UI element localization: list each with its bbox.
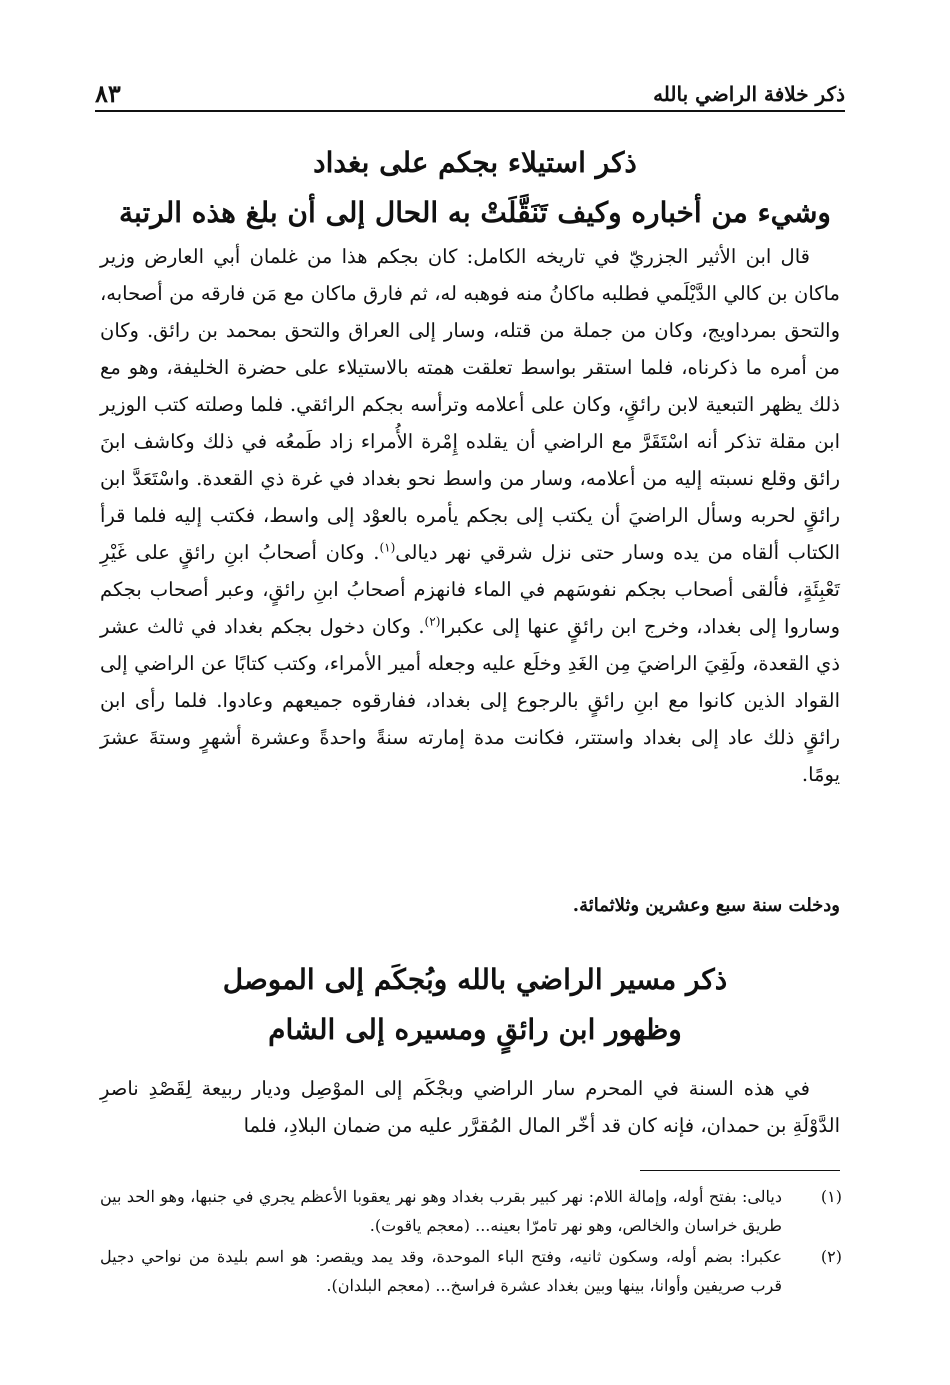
footnote-2-text: عكبرا: بضم أوله، وسكون ثانيه، وفتح الباء الموحدة، وقد يمد ويقصر: هو اسم بليدة من نواحي دجيل قرب صريفين وأوانا، بينها وبين بغداد عشرة فراسخ... (معجم البلدان). xyxy=(100,1247,782,1295)
footnotes xyxy=(100,1182,842,1302)
section-1-text-a: قال ابن الأثير الجزريّ في تاريخه الكامل: كان بجكم هذا من غلمان أبي العارض وزير ماكان بن كالي الدَّيْلَمي فطلبه ماكانُ منه فوهبه له، ثم فارق ماكان مع مَن فارقه من أصحابه، والتحق بمرداويج، وكان من جملة من قتله، وسار إلى العراق والتحق بمحمد بن رائق. وكان من أمره ما ذكرناه، فلما استقر بواسط تعلقت همته بالاستيلاء على حضرة الخليفة، وهو مع ذلك يظهر التبعية لابن رائقٍ، وكان على أعلامه وترأسه بجكم الرائقي. فلما وصلته كتب الوزير ابن مقلة تذكر أنه اسْتَقَرَّ مع الراضي أن يقلده إِمْرة الأُمراء زاد طَمعُه في ذلك وكاشف ابنَ رائق وقلع نسبته إليه من أعلامه، وسار من واسط نحو بغداد في غرة ذي القعدة. واسْتَعَدَّ ابن رائقٍ لحربه وسأل الراضيَ أن يكتب إلى بجكم يأمره بالعوْد إلى واسط، فكتب إليه فلما قرأ الكتاب ألقاه من يده وسار حتى نزل شرقي نهر ديالى xyxy=(100,245,840,564)
footnote-2 xyxy=(100,1242,842,1300)
section-1-paragraph xyxy=(100,238,840,793)
running-header xyxy=(95,78,845,112)
running-title: ذكر خلافة الراضي بالله xyxy=(653,82,845,106)
section-1-text-c: . وكان دخول بجكم بغداد في ثالث عشر ذي القعدة، ولَقِيَ الراضيَ مِن الغَدِ وخلَع عليه وجعله أمير الأمراء، وكتب كتابًا عن الراضي إلى القواد الذين كانوا مع ابنِ رائقٍ بالرجوع إلى بغداد، ففارقوه جميعهم وعادوا. فلما رأى ابن رائقٍ ذلك عاد إلى بغداد واستتر، فكانت مدة إمارته سنةً واحدةً وعشرة أشهرٍ وستةَ عشرَ يومًا. xyxy=(100,615,840,786)
footnote-1-number: (١) xyxy=(820,1187,842,1206)
section-2-title-line-1: ذكر مسير الراضي بالله وبُجكَم إلى الموصل xyxy=(222,963,728,996)
section-1-body xyxy=(100,238,840,793)
page-number: ٨٣ xyxy=(95,79,121,108)
section-1-title-line-2: وشيء من أخباره وكيف تَنَقَّلَتْ به الحال إلى أن بلغ هذه الرتبة xyxy=(119,196,831,229)
section-1-title-line-1: ذكر استيلاء بجكم على بغداد xyxy=(313,146,637,179)
section-2-body xyxy=(100,1070,840,1144)
footnote-1-text: ديالى: بفتح أوله، وإمالة اللام: نهر كبير بقرب بغداد وهو نهر يعقوبا الأعظم يجري في جنبها، وهو الحد بين طريق خراسان والخالص، وهو نهر تامرّا بعينه... (معجم ياقوت). xyxy=(100,1187,782,1235)
footnote-ref-1: (١) xyxy=(379,540,396,555)
section-2-title-line-2: وظهور ابن رائقٍ ومسيره إلى الشام xyxy=(268,1013,682,1046)
section-2-paragraph: في هذه السنة في المحرم سار الراضي وبجْكَم إلى الموْصِل وديار ربيعة لِقَصْدِ ناصرِ الدَّوْلَةِ بن حمدان، فإنه كان قد أخّر المال المُقرَّر عليه من ضمان البلادِ، فلما xyxy=(100,1077,840,1137)
year-note: ودخلت سنة سبع وعشرين وثلاثمائة. xyxy=(572,895,840,916)
section-1-text-b: . وكان أصحابُ ابنِ رائقٍ على غَيْرِ تَعْبِئَةٍ، فألقى أصحاب بجكم نفوسَهم في الماء فانهزم أصحابُ ابنِ رائقٍ، وعبر أصحاب بجكم وساروا إلى بغداد، وخرج ابن رائقٍ عنها إلى عكبرا xyxy=(100,541,840,638)
footnote-ref-2: (٢) xyxy=(424,614,441,629)
footnote-2-number: (٢) xyxy=(820,1247,842,1266)
section-heading-1 xyxy=(100,138,850,238)
footnote-divider xyxy=(640,1170,840,1171)
footnote-1 xyxy=(100,1182,842,1240)
section-heading-2 xyxy=(100,955,850,1055)
